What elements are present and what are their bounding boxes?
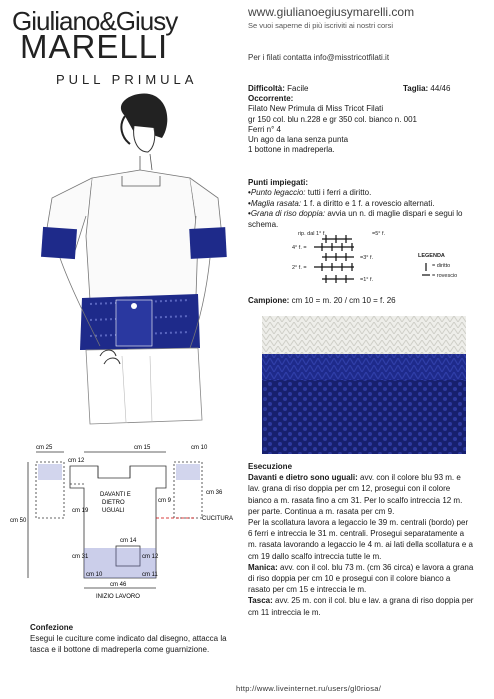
paragraph-text: avv. con il col. blu 73 m. (cm 36 circa) e lavora a grana di riso doppia per cm 10 e prosegui con il colore bianco a rasato per cm 15 e intreccia le m.: [248, 562, 474, 595]
size-info: [403, 84, 450, 93]
difficulty-value: Facile: [287, 84, 309, 93]
materials-heading: Occorrente:: [248, 94, 294, 104]
stitch-name: Grana di riso doppia:: [250, 209, 326, 219]
materials-line: Ferri n° 4: [248, 124, 281, 134]
dim-label: cm 50: [10, 518, 27, 524]
dim-label: cm 15: [134, 445, 151, 451]
schema-row-label: rip. dal 1° f.: [298, 231, 326, 237]
panel-label: DAVANTI E: [100, 492, 131, 498]
pattern-diagram: [6, 438, 240, 606]
materials-line: gr 150 col. blu n.228 e gr 350 col. bianco n. 001: [248, 114, 418, 124]
schema-row-label: 4° f. =: [292, 245, 307, 251]
stitch-item: [248, 188, 480, 198]
schema-row-label: 2° f. =: [292, 265, 307, 271]
dim-label: cm 9: [158, 498, 172, 504]
legend-item: = diritto: [432, 263, 451, 269]
stitch-chart: [292, 225, 482, 289]
dim-label: cm 31: [72, 554, 89, 560]
fashion-illustration: [30, 86, 240, 436]
seam-label: CUCITURA: [202, 516, 233, 522]
paragraph-lead: Tasca:: [248, 596, 273, 606]
finishing-text: Esegui le cuciture come indicato dal disegno, attacca la tasca e il bottone di madreperla come guarnizione.: [30, 634, 227, 655]
paragraph-text: Per la scollatura lavora a legaccio le 39 m. centrali (bordo) per 6 ferri e intreccia le 31 m. centrali. Prosegui separatamente a m. rasata lavorando a legaccio le 4 m. ai lati della scollatura e a cm 19 dallo scalfo intreccia tutte le m.: [248, 518, 474, 561]
stitch-name: Maglia rasata:: [250, 198, 302, 208]
panel-label: UGUALI: [102, 508, 125, 514]
instructions-paragraph: [248, 472, 474, 517]
instructions-heading: Esecuzione: [248, 462, 293, 471]
dim-label: cm 36: [206, 490, 223, 496]
dim-label: cm 11: [142, 572, 158, 578]
stitches-section: [248, 178, 480, 230]
model-title: PULL PRIMULA: [56, 72, 198, 87]
source-url[interactable]: http://www.liveinternet.ru/users/gl0riosa/: [236, 684, 382, 693]
materials-line: Filato New Primula di Miss Tricot Filati: [248, 104, 384, 114]
legend-item: = rovescio: [432, 273, 458, 279]
schema-row-label: =1° f.: [360, 277, 374, 283]
dim-label: cm 14: [120, 538, 137, 544]
gauge-line: [248, 296, 396, 305]
brand-name-top: Giuliano&Giusy: [12, 6, 178, 36]
instructions-paragraph: [248, 562, 474, 596]
info-block: [248, 84, 468, 155]
website-link[interactable]: www.giulianoegiusymarelli.com: [248, 5, 415, 19]
gauge-label: Campione:: [248, 296, 290, 305]
materials-line: Un ago da lana senza punta: [248, 135, 349, 145]
difficulty-label: Difficoltà:: [248, 84, 285, 93]
size-value: 44/46: [430, 84, 451, 93]
schema-row-label: =3° f.: [360, 255, 374, 261]
dim-label: cm 25: [36, 445, 53, 451]
paragraph-text: avv. con il colore blu 93 m. e lav. grana di riso doppia per cm 12, prosegui con il colore bianco a m. rasata fino a cm 31. Per lo scalfo intreccia 12 m. per parte. Continua a m. rasata per cm 9.: [248, 473, 463, 516]
stitch-desc: 1 f. a diritto e 1 f. a rovescio alternati.: [303, 198, 435, 208]
stitch-name: Punto legaccio:: [250, 188, 306, 198]
schema-row-label: =5° f.: [372, 231, 386, 237]
instructions-paragraph: [248, 517, 474, 562]
courses-subtitle: Se vuoi saperne di più iscriviti ai nostri corsi: [248, 21, 394, 30]
dim-label: cm 12: [142, 554, 159, 560]
dim-label: cm 19: [72, 508, 89, 514]
dim-label: cm 10: [86, 572, 103, 578]
dim-label: cm 12: [68, 458, 85, 464]
materials-line: 1 bottone in madreperla.: [248, 145, 335, 155]
instructions-paragraph: [248, 595, 474, 617]
panel-label: DIETRO: [102, 500, 125, 506]
knit-swatch-photo: [262, 316, 466, 454]
paragraph-lead: Davanti e dietro sono uguali:: [248, 473, 358, 483]
paragraph-text: avv. 25 m. con il col. blu e lav. a grana di riso doppia per cm 11 intreccia le m.: [248, 596, 474, 617]
gauge-value: cm 10 = m. 20 / cm 10 = f. 26: [291, 296, 396, 305]
start-label: INIZIO LAVORO: [96, 594, 140, 600]
brand-name-main: MARELLI: [20, 28, 169, 65]
contact-line: Per i filati contatta info@misstricotfilati.it: [248, 53, 390, 62]
stitch-item: [248, 199, 480, 209]
stitch-desc: tutti i ferri a diritto.: [307, 188, 372, 198]
stitches-heading: Punti impiegati:: [248, 178, 308, 187]
finishing-section: [30, 622, 240, 656]
legend-title: LEGENDA: [418, 253, 445, 259]
size-label: Taglia:: [403, 84, 429, 93]
finishing-heading: Confezione: [30, 623, 74, 632]
dim-label: cm 10: [191, 445, 208, 451]
dim-label: cm 46: [110, 582, 127, 588]
instructions-section: [248, 461, 474, 618]
paragraph-lead: Manica:: [248, 562, 278, 572]
stitch-desc: avvia un n. di maglie dispari e segui lo schema.: [248, 209, 463, 229]
